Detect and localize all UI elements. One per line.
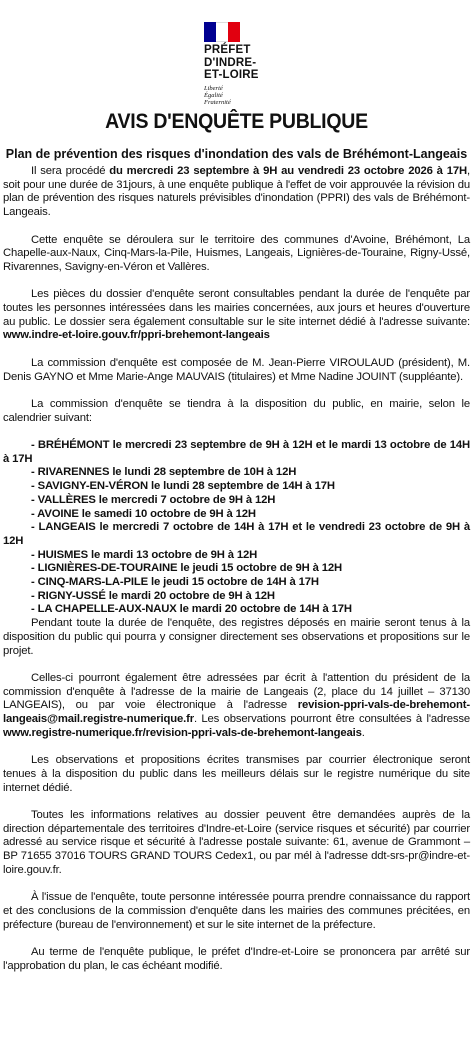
registry-url: www.registre-numerique.fr/revision-ppri-vals-de-brehemont-langeais [3, 726, 362, 739]
paragraph-electronic-observations: Les observations et propositions écrites transmises par courrier électronique seront tenues à la disposition du public dans les meilleurs délais sur le registre numérique du site internet dédié. [3, 754, 470, 794]
schedule-item: - LA CHAPELLE-AUX-NAUX le mardi 20 octobre de 14H à 17H [31, 603, 352, 616]
text-run: Celles-ci pourront également être adressées par écrit à l'attention du président de la commission d'enquête à l'adresse de la mairie de Langeais (2, place du 14 juillet – 37130 LANGEAIS), ou par voie électronique à l'adresse [3, 671, 470, 712]
schedule-item: - LANGEAIS le mercredi 7 octobre de 14H à 17H et le vendredi 23 octobre de 9H à 12H [3, 521, 470, 547]
schedule-item: - RIGNY-USSÉ le mardi 20 octobre de 9H à 12H [31, 589, 275, 602]
paragraph-information: Toutes les informations relatives au dossier peuvent être demandées auprès de la direction départementale des territoires d'Indre-et-Loire (service risques et sécurité) par courrier adressé au service risque et sécurité à l'adresse postale suivante: 61, avenue de Grammont – BP 71655 37016 TOURS GRAND TOURS Cedex1, ou par mél à l'adresse ddt-srs-pr@indre-et-loire.gouv.fr. [3, 808, 470, 876]
notice-subtitle: Plan de prévention des risques d'inondation des vals de Bréhémont-Langeais [5, 147, 468, 161]
schedule-item: - CINQ-MARS-LA-PILE le jeudi 15 octobre de 14H à 17H [31, 576, 319, 589]
schedule-item: - LIGNIÈRES-DE-TOURAINE le jeudi 15 octobre de 9H à 12H [31, 562, 343, 575]
schedule-item: - HUISMES le mardi 13 octobre de 9H à 12H [31, 548, 258, 561]
prefecture-name-line: PRÉFET [204, 44, 251, 56]
prefecture-name-line: D'INDRE- [204, 56, 257, 69]
permanence-schedule [3, 439, 470, 617]
text-run: . Les observations pourront être consultées à l'adresse [193, 713, 470, 726]
paragraph-registers: Pendant toute la durée de l'enquête, des registres déposés en mairie seront tenus à la disposition du public qui pourra y consigner directement ses observations et propositions sur le projet. [3, 617, 470, 657]
schedule-item: - VALLÈRES le mercredi 7 octobre de 9H à 12H [31, 493, 276, 506]
schedule-item: - RIVARENNES le lundi 28 septembre de 10H à 12H [31, 466, 297, 479]
notice-title: AVIS D'ENQUÊTE PUBLIQUE [105, 110, 368, 133]
schedule-item: - BRÉHÉMONT le mercredi 23 septembre de 9H à 12H et le mardi 13 octobre de 14H à 17H [3, 438, 470, 465]
prefecture-name-line: ET-LOIRE [204, 69, 259, 81]
paragraph-communes: Cette enquête se déroulera sur le territoire des communes d'Avoine, Bréhémont, La Chapelle-aux-Naux, Cinq-Mars-la-Pile, Huismes, Langeais, Lignières-de-Touraine, Rigny-Ussé, Rivarennes, Savigny-en-Véron et Vallères. [3, 233, 470, 273]
paragraph-decision: Au terme de l'enquête publique, le préfet d'Indre-et-Loire se prononcera par arrêté sur l'approbation du plan, le cas échéant modifié. [3, 945, 470, 972]
enquiry-dates: du mercredi 23 septembre à 9H au vendredi 23 octobre 2026 à 17H [109, 165, 468, 177]
text-run: . [361, 726, 365, 739]
paragraph-calendar-intro: La commission d'enquête se tiendra à la disposition du public, en mairie, selon le calendrier suivant: [3, 397, 470, 424]
prefecture-logo [204, 2, 294, 104]
paragraph-commission: La commission d'enquête est composée de M. Jean-Pierre VIROULAUD (président), M. Denis GAYNO et Mme Marie-Ange MAUVAIS (titulaires) et Mme Nadine JOUINT (suppléante). [3, 356, 470, 383]
paragraph-dossier [3, 288, 470, 343]
paragraph-report: À l'issue de l'enquête, toute personne intéressée pourra prendre connaissance du rapport et des conclusions de la commission d'enquête dans les mairies des communes précitées, en préfecture (bureau de l'environnement) et sur le site internet de la préfecture. [3, 891, 470, 931]
republic-motto [204, 85, 294, 106]
text-run: Il sera procédé [31, 165, 110, 177]
text-run: , soit pour une durée de 31jours, à une enquête publique à l'effet de voir approuvée la révision du plan de prévention des risques naturels prévisibles d'inondation (PPRI) des vals de Bréhémont-Langeais. [3, 165, 471, 219]
motto-line: Égalité [204, 91, 223, 99]
motto-line: Liberté [204, 84, 223, 92]
prefecture-name [204, 44, 294, 82]
tricolor-flag-icon [204, 22, 240, 42]
paragraph-dates [3, 165, 470, 220]
schedule-item: - AVOINE le samedi 10 octobre de 9H à 12H [31, 507, 256, 520]
marianne-emblem [204, 2, 240, 22]
schedule-item: - SAVIGNY-EN-VÉRON le lundi 28 septembre de 14H à 17H [31, 480, 335, 493]
paragraph-written-observations [3, 672, 470, 741]
contact-email: revision-ppri-vals-de-brehemont-langeais@mail.registre-numerique.fr [3, 699, 470, 726]
text-run: Les pièces du dossier d'enquête seront consultables pendant la durée de l'enquête par toutes les personnes intéressées dans les mairies concernées, aux jours et heures d'ouverture au public. Le dossier sera également consultable sur le site internet dédié à l'adresse suivante: [3, 288, 470, 328]
dossier-url: www.indre-et-loire.gouv.fr/ppri-brehemont-langeais [3, 329, 270, 342]
notice-body [3, 165, 470, 973]
motto-line: Fraternité [204, 98, 231, 106]
